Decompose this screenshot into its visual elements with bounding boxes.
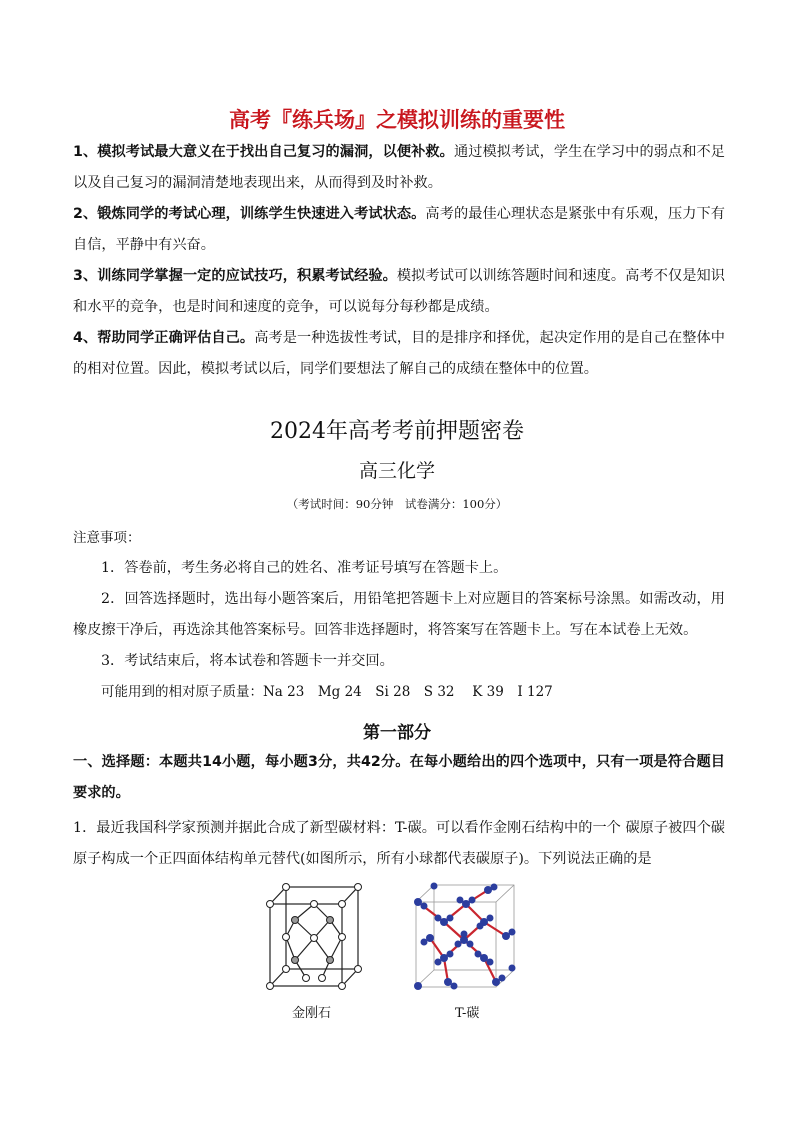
point-3-bold: 3、训练同学掌握一定的应试技巧，积累考试经验。	[73, 268, 397, 284]
point-4-text: 高考是一种选拔性考试，目的是排序和择优，起决定作用的是自己在整体中的相对位置。因此，模拟考试以后，同学们要想法了解自己的成绩在整体中的位置。	[73, 330, 725, 377]
notice-heading: 注意事项：	[73, 530, 141, 546]
banner-point-3	[73, 261, 725, 323]
banner-point-1	[73, 137, 725, 199]
crystal-structures-figure	[258, 882, 538, 997]
atomic-mass: 可能用到的相对原子质量：Na 23 Mg 24 Si 28 S 32 K 39 I 127	[101, 684, 553, 700]
point-4-bold: 4、帮助同学正确评估自己。	[73, 330, 255, 346]
exam-info: （考试时间：90分钟 试卷满分：100分）	[286, 497, 508, 511]
point-2-text: 高考的最佳心理状态是紧张中有乐观，压力下有自信，平静中有兴奋。	[73, 206, 725, 253]
caption-t-carbon: T-碳	[455, 1006, 480, 1021]
notice-3: 3．考试结束后，将本试卷和答题卡一并交回。	[101, 653, 394, 669]
exam-subject: 高三化学	[358, 460, 435, 482]
point-3-text: 模拟考试可以训练答题时间和速度。高考不仅是知识和水平的竞争，也是时间和速度的竞争，可以说每分每秒都是成绩。	[73, 268, 725, 315]
banner-title: 高考『练兵场』之模拟训练的重要性	[229, 108, 565, 132]
section-instructions: 一、选择题：本题共14小题，每小题3分，共42分。在每小题给出的四个选项中，只有一项是符合题目要求的。	[73, 754, 725, 801]
diamond-atoms	[267, 884, 362, 990]
part-title: 第一部分	[363, 723, 431, 743]
caption-diamond: 金刚石	[292, 1006, 332, 1021]
exam-title: 2024年高考考前押题密卷	[270, 419, 524, 444]
banner-point-4	[73, 323, 725, 385]
notice-1: 1．答卷前，考生务必将自己的姓名、准考证号填写在答题卡上。	[101, 560, 508, 576]
banner-point-2	[73, 199, 725, 261]
t-carbon-structure-icon	[414, 883, 516, 991]
point-1-text: 通过模拟考试，学生在学习中的弱点和不足以及自己复习的漏洞清楚地表现出来，从而得到及时补救。	[73, 144, 725, 191]
point-1-bold: 1、模拟考试最大意义在于找出自己复习的漏洞，以便补救。	[73, 144, 454, 160]
point-2-bold: 2、锻炼同学的考试心理，训练学生快速进入考试状态。	[73, 206, 426, 222]
question-1: 1．最近我国科学家预测并据此合成了新型碳材料：T-碳。可以看作金刚石结构中的一个 碳原子被四个碳原子构成一个正四面体结构单元替代(如图所示，所有小球都代表碳原子)。下列说法正确的是	[73, 820, 725, 867]
notice-2: 2．回答选择题时，选出每小题答案后，用铅笔把答题卡上对应题目的答案标号涂黑。如需改动，用橡皮擦干净后，再选涂其他答案标号。回答非选择题时，将答案写在答题卡上。写在本试卷上无效。	[73, 591, 725, 638]
